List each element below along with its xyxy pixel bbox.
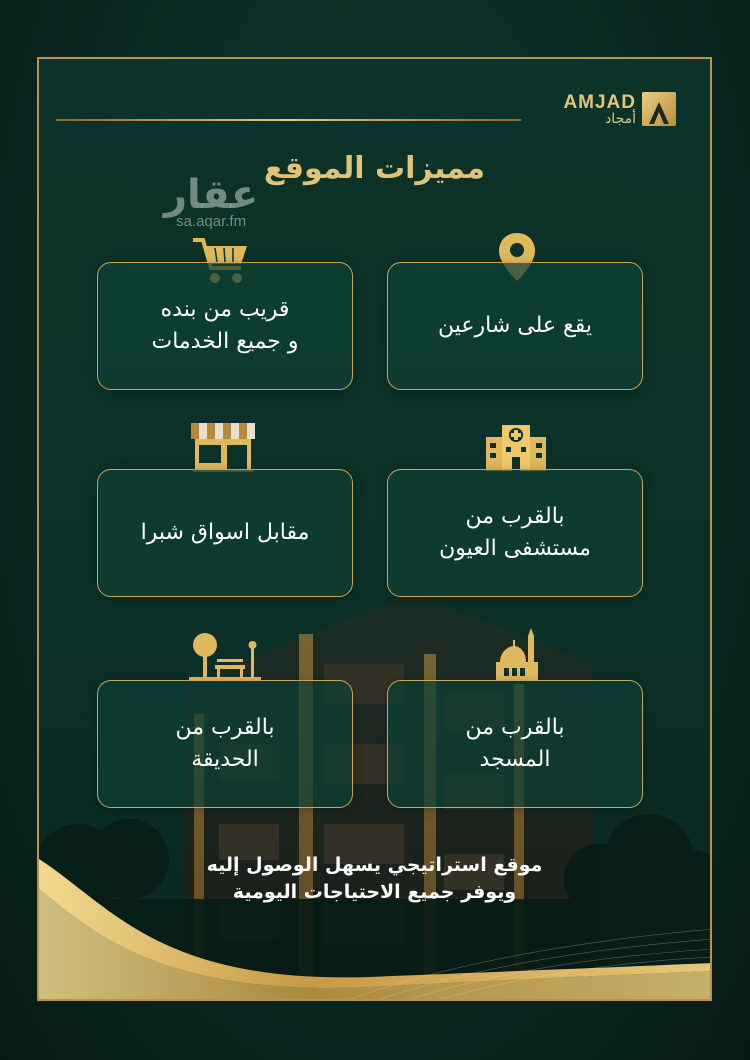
feature-text: يقع على شارعين (438, 313, 592, 339)
park-icon (189, 631, 261, 681)
watermark-url: sa.aqar.fm (176, 213, 247, 230)
brand-name-ar: أمجاد (605, 110, 636, 127)
hospital-icon (482, 421, 550, 473)
store-icon (189, 421, 257, 473)
page-title: مميزات الموقع (263, 151, 485, 186)
logo-mark-icon (642, 92, 676, 126)
watermark-text: عقار (164, 172, 259, 218)
feature-text: قريب من بنده و جميع الخدمات (151, 297, 299, 354)
footer-line-1: موقع استراتيجي يسهل الوصول إليه (206, 854, 543, 876)
feature-card-mosque (387, 680, 643, 808)
watermark (164, 172, 259, 230)
feature-card-park (97, 680, 353, 808)
feature-text: بالقرب من الحديقة (175, 715, 275, 772)
mosque-icon (494, 626, 540, 682)
feature-card-eye-hospital (387, 469, 643, 597)
feature-text: بالقرب من مستشفى العيون (439, 504, 591, 561)
poster-frame (37, 57, 712, 1001)
feature-card-two-streets (387, 262, 643, 390)
header-divider (56, 119, 521, 121)
feature-text: مقابل اسواق شبرا (140, 520, 310, 546)
feature-card-shubra-market (97, 469, 353, 597)
brand-name-en: AMJAD (563, 91, 636, 113)
feature-card-panda (97, 262, 353, 390)
footer-line-2: ويوفر جميع الاحتياجات اليومية (232, 880, 517, 903)
feature-text: بالقرب من المسجد (465, 715, 565, 772)
footer-caption (39, 852, 710, 905)
brand-logo (563, 92, 676, 126)
